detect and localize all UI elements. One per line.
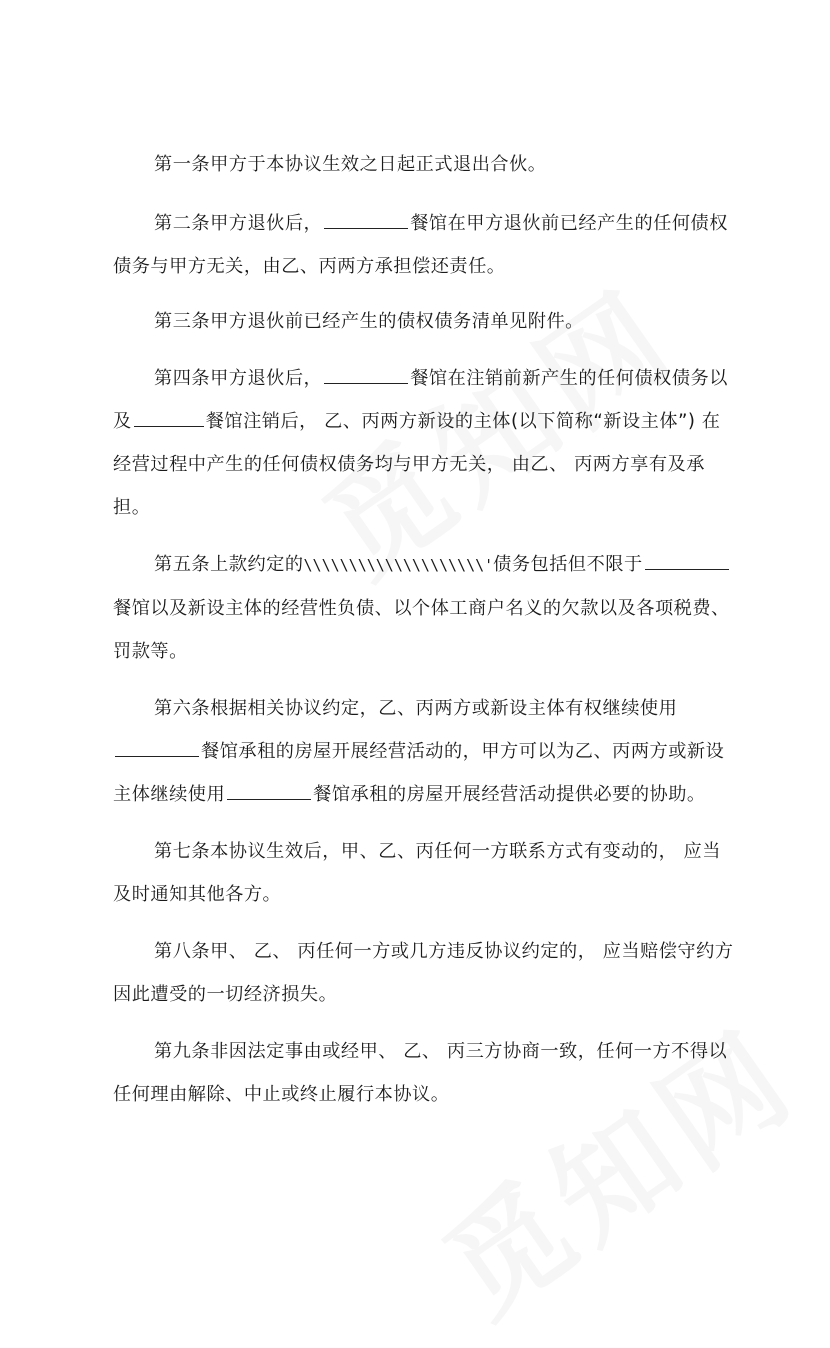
clause-text: 餐馆在甲方退伙前已经产生的任何债权债务与甲方无关，由乙、丙两方承担偿还责任。 [113,213,728,277]
clause-1 [113,143,739,186]
clause-text: 第三条甲方退伙前已经产生的债权债务清单见附件。 [154,311,584,332]
clause-3 [113,300,739,343]
fill-in-blank[interactable] [645,568,729,570]
clause-text: 第七条本协议生效后，甲、乙、丙任何一方联系方式有变动的， 应当及时通知其他各方。 [113,841,721,905]
clause-text: 债务包括但不限于 [493,554,643,575]
clause-text: 餐馆以及新设主体的经营性负债、以个体工商户名义的欠款以及各项税费、罚款等。 [113,598,730,662]
clause-text: 餐馆承租的房屋开展经营活动的，甲方可以为乙、丙两方或新设主体继续使用 [113,741,725,805]
fill-in-blank[interactable] [324,227,408,229]
clause-text: 餐馆在注销前新产生的任何债权债务以及 [113,368,728,432]
fill-in-blank[interactable] [134,425,204,427]
clause-text: 第八条甲、 乙、 丙任何一方或几方违反协议约定的， 应当赔偿守约方因此遭受的一切经济损失。 [113,941,734,1005]
clause-text: 餐馆注销后， 乙、丙两方新设的主体(以下简称“新设主体”) 在经营过程中产生的任何债权债务均与甲方无关， 由乙、 丙两方享有及承担。 [113,411,721,518]
clause-text: 第九条非因法定事由或经甲、 乙、 丙三方协商一致，任何一方不得以任何理由解除、中止或终止履行本协议。 [113,1041,728,1105]
document-body [113,143,739,1132]
clause-6 [113,687,739,816]
clause-text: 第四条甲方退伙后， [154,368,323,389]
clause-5 [113,543,739,673]
clause-text: 第一条甲方于本协议生效之日起正式退出合伙。 [154,154,547,175]
clause-text: 第二条甲方退伙后， [154,213,323,234]
clause-8 [113,930,739,1016]
clause-4 [113,357,739,529]
clause-9 [113,1030,739,1116]
fill-in-blank[interactable] [115,755,199,757]
garbled-characters: \\\\\\\\\\\\\\\\\\\\' [303,556,494,574]
clause-text: 餐馆承租的房屋开展经营活动提供必要的协助。 [313,784,706,805]
clause-2 [113,202,739,288]
clause-text: 第六条根据相关协议约定，乙、丙两方或新设主体有权继续使用 [154,698,678,719]
fill-in-blank[interactable] [227,798,311,800]
clause-7 [113,830,739,916]
fill-in-blank[interactable] [324,382,408,384]
clause-text: 第五条上款约定的 [154,554,304,575]
